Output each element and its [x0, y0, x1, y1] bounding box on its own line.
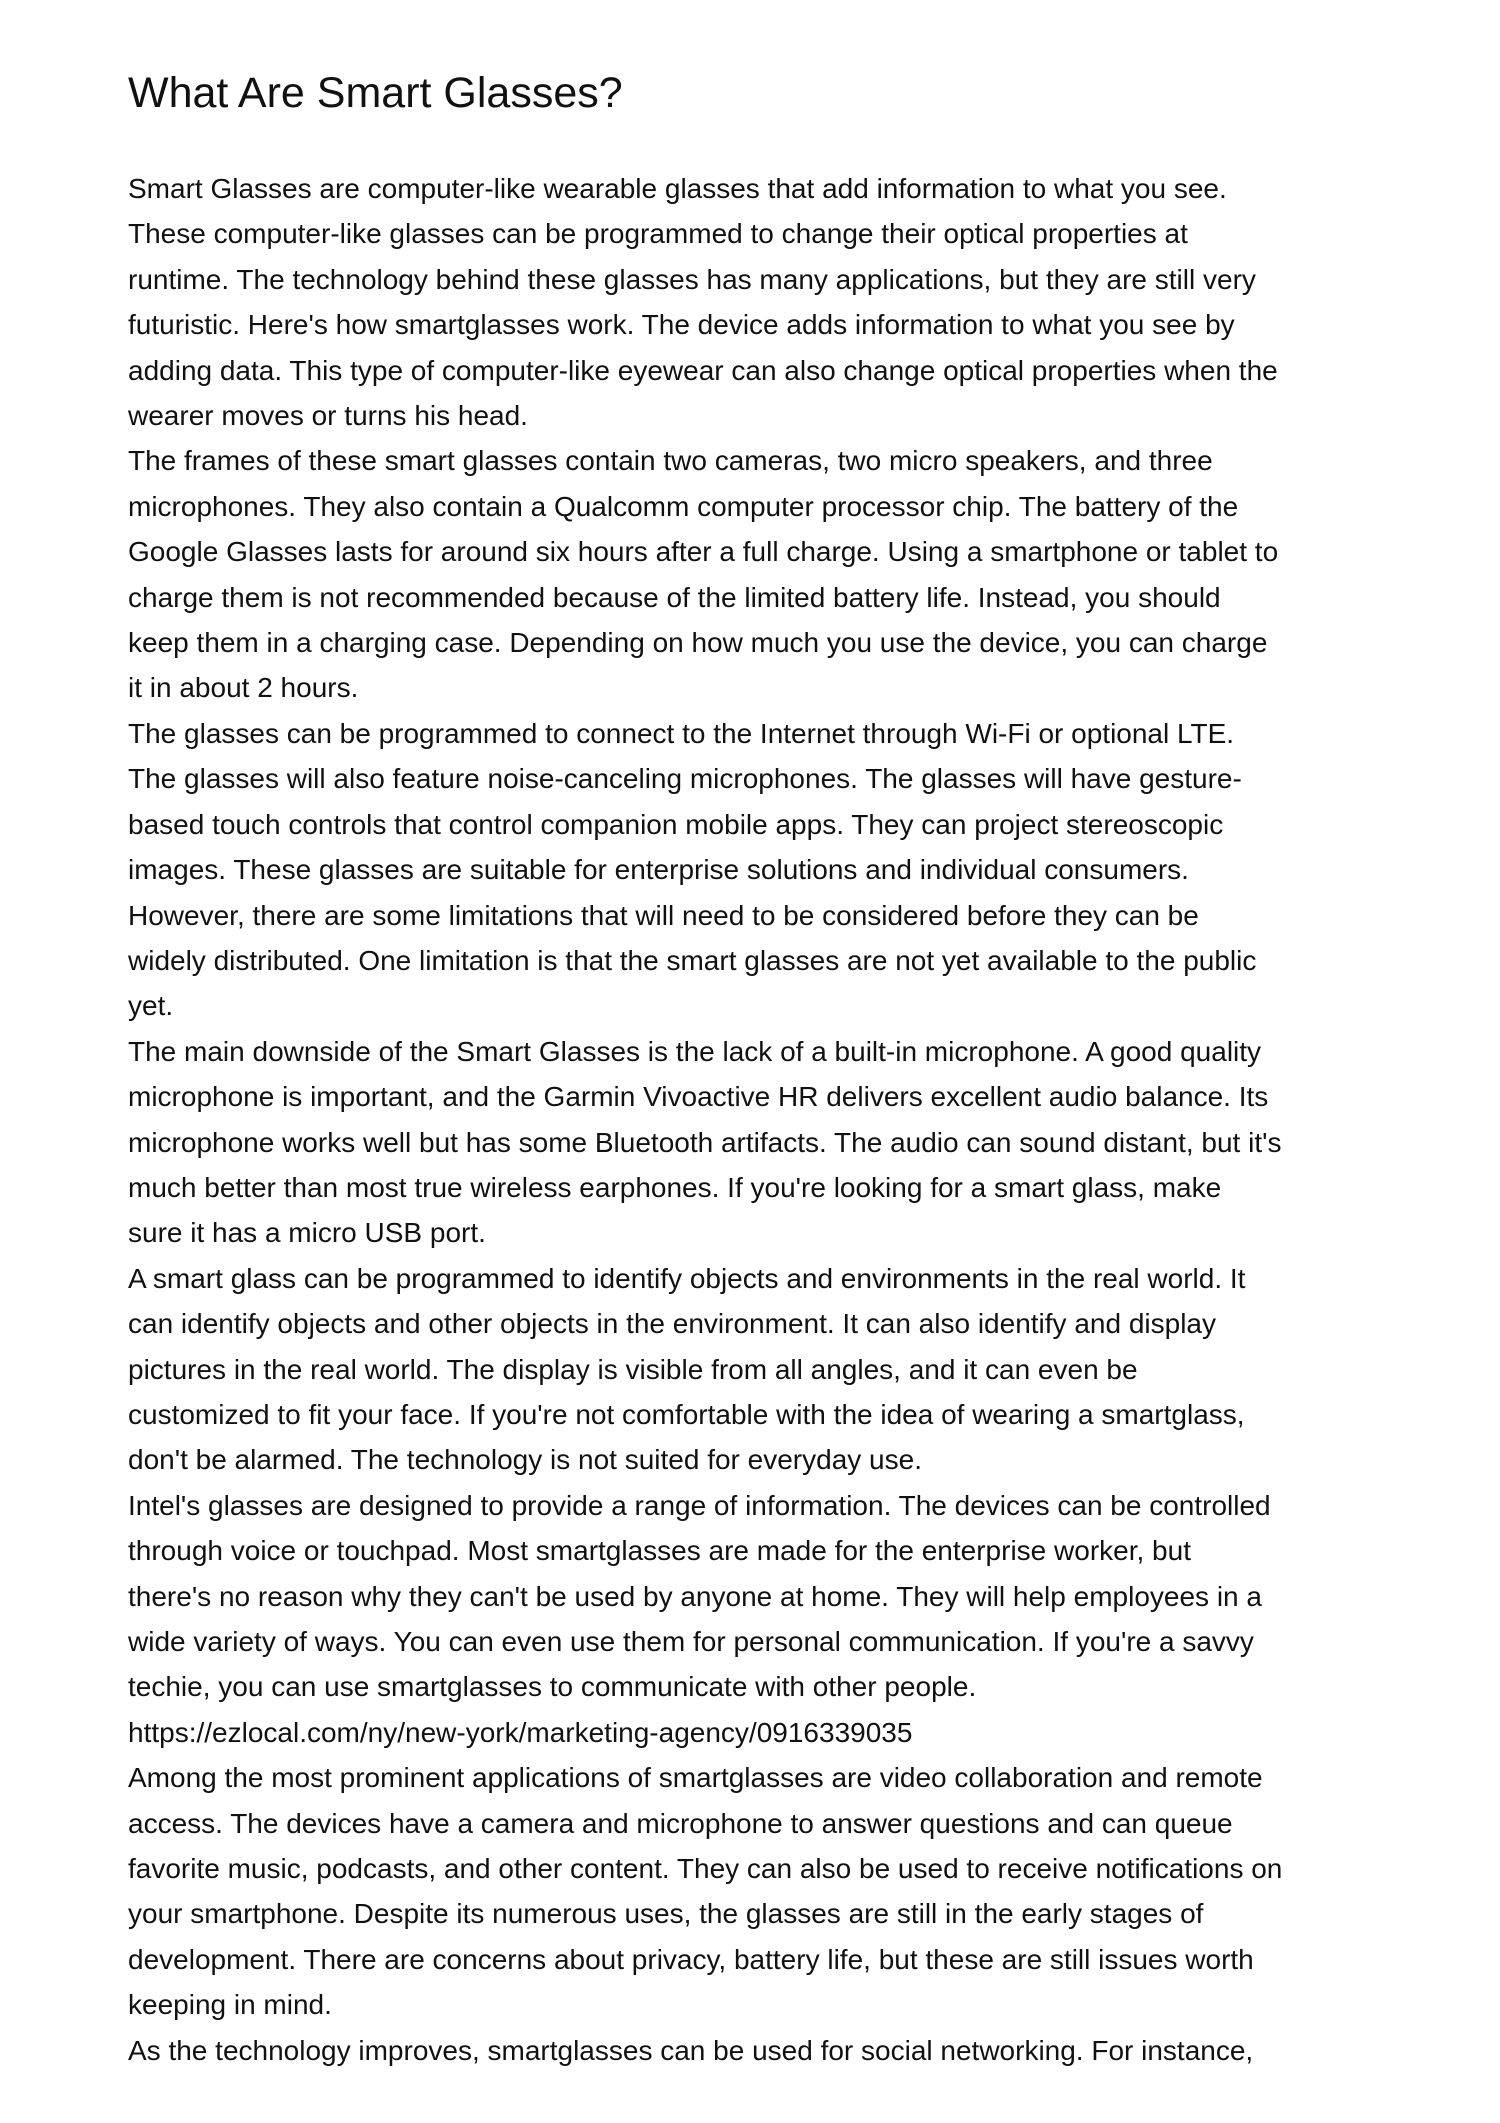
text-line: Smart Glasses are computer-like wearable glasses that add information to what you see. [128, 173, 1227, 204]
text-line: The glasses can be programmed to connect to the Internet through Wi-Fi or optional LTE. [128, 717, 1235, 749]
text-line: don't be alarmed. The technology is not suited for everyday use. [128, 1444, 922, 1476]
text-line: based touch controls that control companion mobile apps. They can project stereoscopic [128, 808, 1224, 840]
url-text: https://ezlocal.com/ny/new-york/marketing-agency/0916339035 [128, 1716, 913, 1748]
text-line: The main downside of the Smart Glasses is the lack of a built-in microphone. A good quality [128, 1035, 1262, 1067]
text-line: These computer-like glasses can be programmed to change their optical properties at [128, 218, 1188, 250]
text-line: The glasses will also feature noise-canceling microphones. The glasses will have gesture- [128, 763, 1242, 795]
text-line: your smartphone. Despite its numerous uses, the glasses are still in the early stages of [128, 1898, 1204, 1930]
text-line: there's no reason why they can't be used by anyone at home. They will help employees in a [128, 1580, 1262, 1612]
text-line: charge them is not recommended because of the limited battery life. Instead, you should [128, 581, 1221, 613]
text-line: keep them in a charging case. Depending on how much you use the device, you can charge [128, 627, 1268, 659]
text-line: development. There are concerns about privacy, battery life, but these are still issues worth [128, 1943, 1254, 1975]
page-title: What Are Smart Glasses? [128, 69, 623, 117]
article-body [128, 166, 1282, 2073]
text-line: Intel's glasses are designed to provide a range of information. The devices can be controlled [128, 1489, 1271, 1521]
text-line: keeping in mind. [128, 1989, 332, 2021]
text-line: can identify objects and other objects in the environment. It can also identify and display [128, 1308, 1216, 1340]
text-line: futuristic. Here's how smartglasses work. The device adds information to what you see by [128, 309, 1235, 341]
text-line: adding data. This type of computer-like eyewear can also change optical properties when the [128, 354, 1278, 386]
text-line: widely distributed. One limitation is that the smart glasses are not yet available to the public [128, 944, 1257, 976]
text-line: access. The devices have a camera and microphone to answer questions and can queue [128, 1807, 1233, 1839]
text-line: microphones. They also contain a Qualcomm computer processor chip. The battery of the [128, 490, 1239, 522]
text-line: Among the most prominent applications of smartglasses are video collaboration and remote [128, 1762, 1263, 1794]
text-line: As the technology improves, smartglasses can be used for social networking. For instance, [128, 2034, 1254, 2066]
text-line: However, there are some limitations that will need to be considered before they can be [128, 899, 1199, 931]
text-line: techie, you can use smartglasses to communicate with other people. [128, 1671, 977, 1703]
text-line: yet. [128, 990, 174, 1022]
text-line: sure it has a micro USB port. [128, 1217, 486, 1249]
text-line: it in about 2 hours. [128, 672, 359, 704]
text-line: much better than most true wireless earphones. If you're looking for a smart glass, make [128, 1171, 1222, 1203]
text-line: microphone is important, and the Garmin Vivoactive HR delivers excellent audio balance. Its [128, 1081, 1269, 1113]
text-line: wearer moves or turns his head. [128, 400, 528, 432]
text-line: through voice or touchpad. Most smartglasses are made for the enterprise worker, but [128, 1535, 1191, 1567]
text-line: A smart glass can be programmed to identify objects and environments in the real world. It [128, 1262, 1246, 1294]
text-line: favorite music, podcasts, and other content. They can also be used to receive notifications on [128, 1853, 1283, 1885]
text-line: images. These glasses are suitable for enterprise solutions and individual consumers. [128, 854, 1189, 886]
text-line: customized to fit your face. If you're not comfortable with the idea of wearing a smartglass, [128, 1398, 1245, 1430]
text-line: pictures in the real world. The display is visible from all angles, and it can even be [128, 1353, 1138, 1385]
text-line: microphone works well but has some Bluetooth artifacts. The audio can sound distant, but it's [128, 1126, 1282, 1158]
text-line: wide variety of ways. You can even use them for personal communication. If you're a savvy [128, 1626, 1254, 1657]
text-line: Google Glasses lasts for around six hours after a full charge. Using a smartphone or tablet to [128, 536, 1279, 568]
text-line: The frames of these smart glasses contain two cameras, two micro speakers, and three [128, 445, 1213, 477]
text-line: runtime. The technology behind these glasses has many applications, but they are still very [128, 263, 1256, 295]
